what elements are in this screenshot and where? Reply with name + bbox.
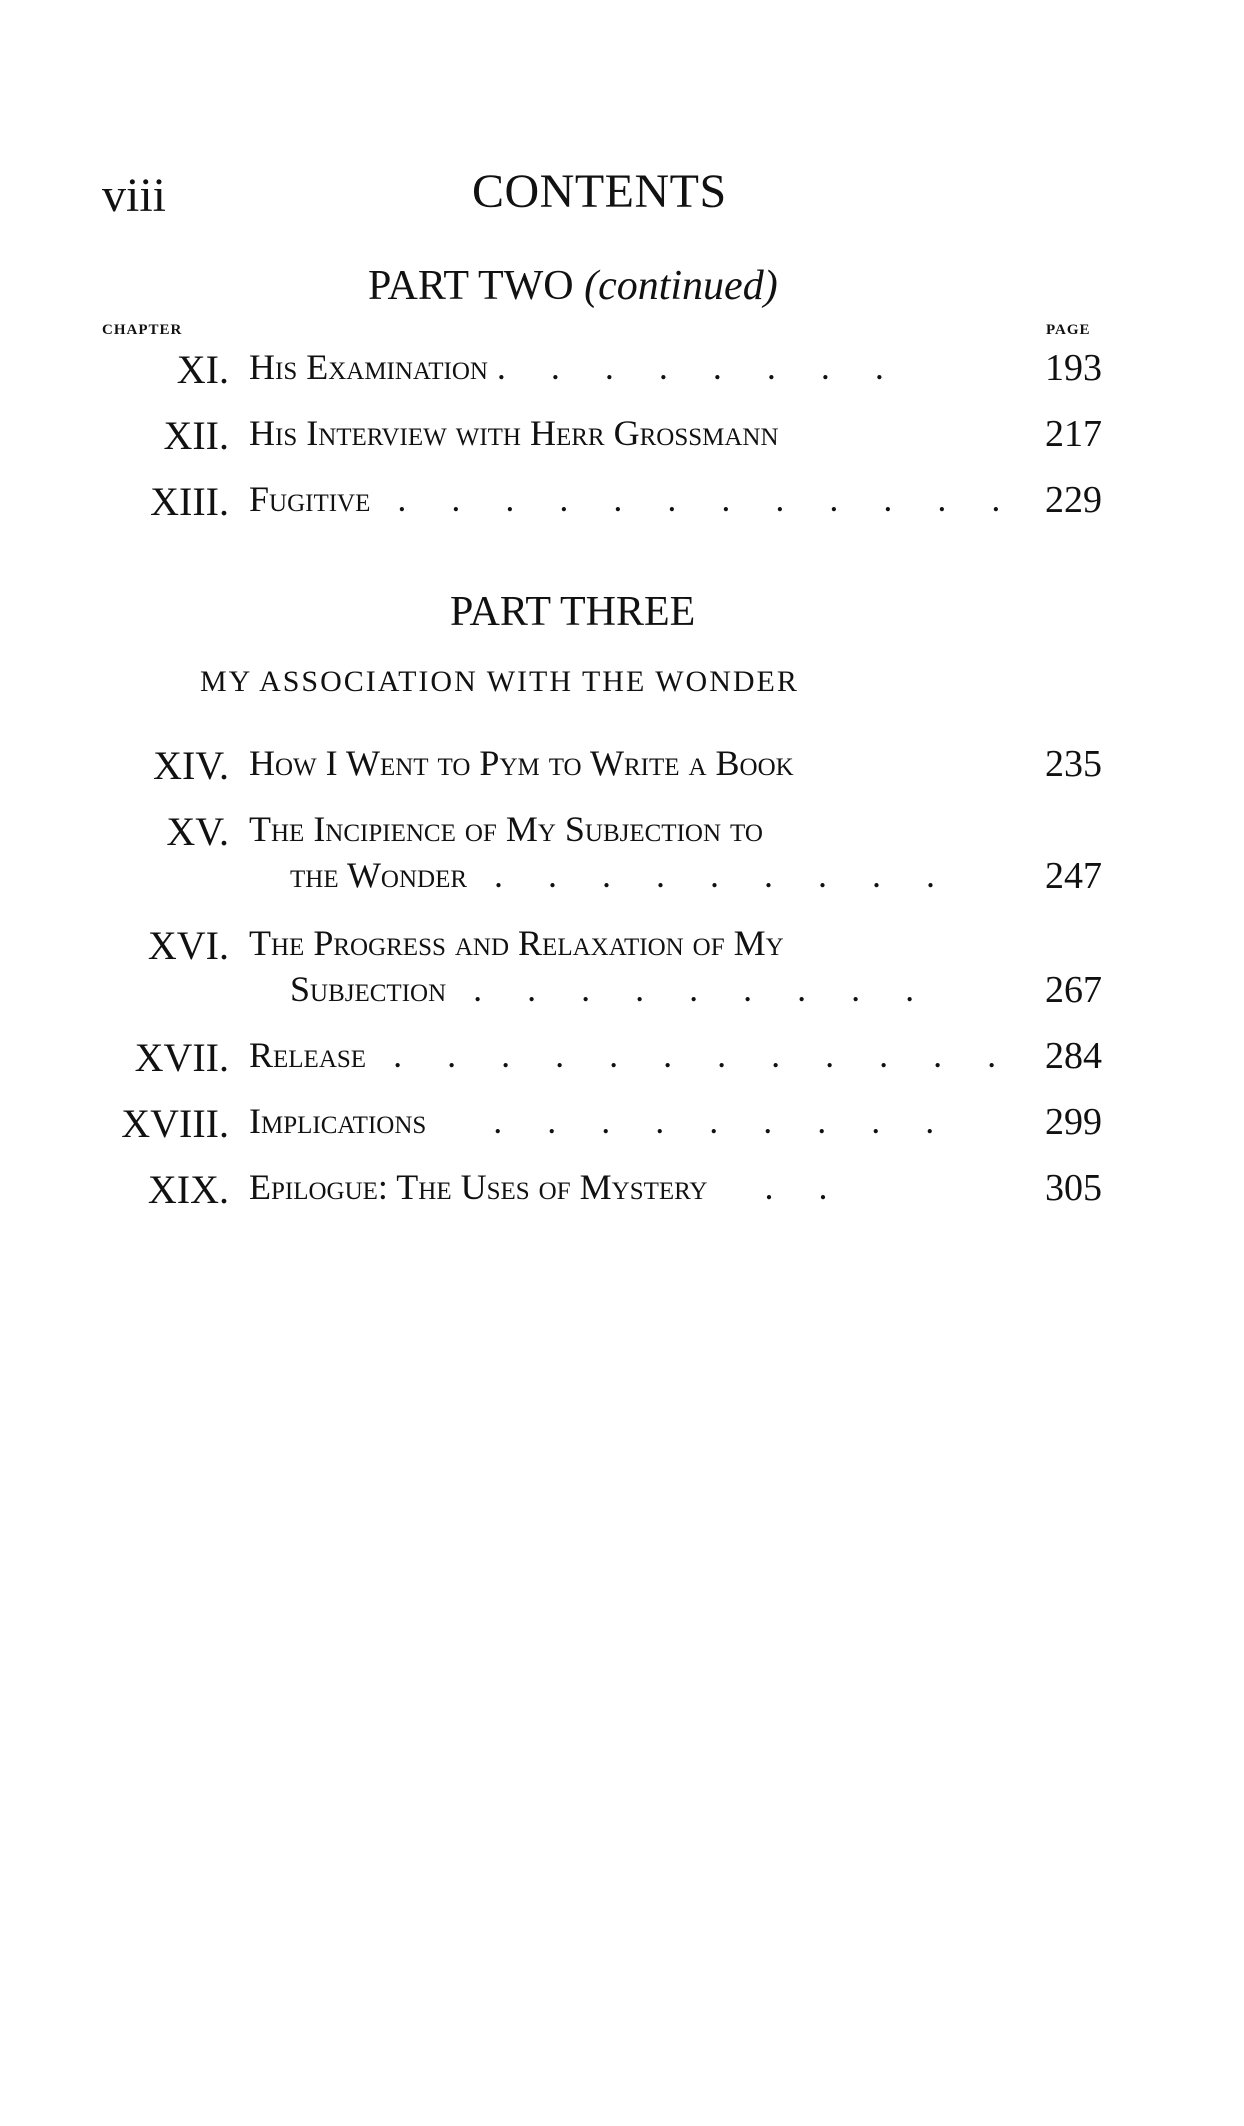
chapter-page: 305: [1045, 1167, 1102, 1209]
chapter-title: Implications . . . . . . . . .: [249, 1101, 953, 1141]
chapter-title: His Interview with Herr Grossmann: [249, 413, 779, 453]
chapter-number: XV.: [166, 809, 229, 854]
chapter-page: 299: [1045, 1101, 1102, 1143]
chapter-title-continuation: the Wonder . . . . . . . . .: [290, 855, 954, 895]
chapter-column-label: CHAPTER: [102, 322, 183, 338]
part-three-title: PART THREE: [450, 589, 696, 635]
chapter-title: How I Went to Pym to Write a Book: [249, 743, 794, 783]
leader-dots: . . . . . . . .: [496, 347, 902, 387]
chapter-page: 217: [1045, 413, 1102, 455]
chapter-title: The Progress and Relaxation of My: [249, 923, 784, 963]
chapter-page: 193: [1045, 347, 1102, 389]
chapter-number: XVIII.: [121, 1101, 229, 1146]
chapter-number: XIV.: [153, 743, 229, 788]
leader-dots: . . . . . . . . .: [446, 969, 933, 1009]
chapter-number: XVI.: [147, 923, 229, 968]
part-two-title: PART TWO: [368, 263, 574, 309]
toc-entry: [0, 922, 1244, 1032]
chapter-title-continuation: Subjection . . . . . . . . .: [290, 969, 933, 1009]
toc-entry: [0, 1100, 1244, 1160]
toc-entry: [0, 1034, 1244, 1094]
toc-entry: [0, 478, 1244, 538]
chapter-number: XII.: [163, 413, 229, 458]
part-three-subtitle: MY ASSOCIATION WITH THE WONDER: [200, 665, 799, 698]
chapter-title: Fugitive . . . . . . . . . . . .: [249, 479, 1019, 519]
chapter-page: 235: [1045, 743, 1102, 785]
chapter-number: XVII.: [134, 1035, 229, 1080]
chapter-number: XIX.: [147, 1167, 229, 1212]
toc-entry: [0, 742, 1244, 802]
chapter-page: 267: [1045, 969, 1102, 1011]
toc-entry: [0, 1166, 1244, 1226]
page-number: viii: [102, 169, 167, 222]
page-title: CONTENTS: [472, 165, 727, 218]
chapter-page: 284: [1045, 1035, 1102, 1077]
chapter-title: The Incipience of My Subjection to: [249, 809, 763, 849]
chapter-page: 229: [1045, 479, 1102, 521]
chapter-title: Epilogue: The Uses of Mystery . .: [249, 1167, 846, 1207]
leader-dots: . . . . . . . . . . . .: [366, 1035, 1015, 1075]
page-column-label: PAGE: [1046, 322, 1091, 338]
toc-entry: [0, 346, 1244, 406]
chapter-title: Release . . . . . . . . . . . .: [249, 1035, 1015, 1075]
chapter-title: His Examination . . . . . . . .: [249, 347, 902, 387]
leader-dots: . . . . . . . . .: [467, 855, 954, 895]
leader-dots: . . . . . . . . . . . .: [370, 479, 1019, 519]
chapter-number: XI.: [176, 347, 229, 392]
leader-dots: . .: [737, 1167, 846, 1207]
part-two-heading: [368, 262, 778, 310]
leader-dots: . . . . . . . . .: [466, 1101, 953, 1141]
chapter-number: XIII.: [150, 479, 229, 524]
chapter-page: 247: [1045, 855, 1102, 897]
toc-entry: [0, 808, 1244, 918]
toc-entry: [0, 412, 1244, 472]
part-two-continued: (continued): [584, 263, 778, 309]
